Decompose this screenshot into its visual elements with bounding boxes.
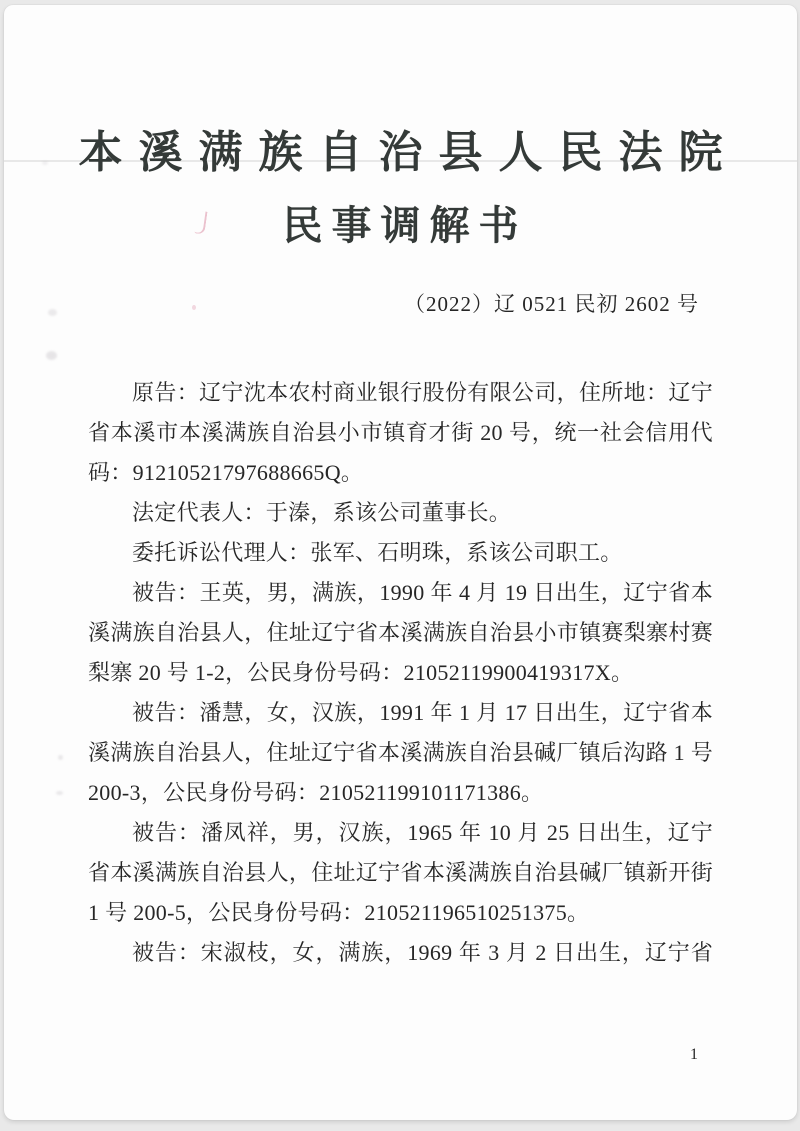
paragraph-defendant-2-line: 溪满族自治县人，住址辽宁省本溪满族自治县碱厂镇后沟路 1 号	[88, 740, 713, 765]
scan-artifact	[48, 309, 57, 316]
paragraph-defendant-1-line: 被告：王英，男，满族，1990 年 4 月 19 日出生，辽宁省本	[132, 580, 713, 605]
paragraph-defendant-3-line: 被告：潘凤祥，男，汉族，1965 年 10 月 25 日出生，辽宁	[132, 820, 713, 845]
scan-artifact	[46, 351, 57, 360]
scan-artifact	[58, 755, 63, 760]
scan-artifact	[56, 791, 63, 795]
paragraph-plaintiff-line: 码：91210521797688665Q。	[88, 460, 364, 485]
paragraph-legal-representative-line: 法定代表人：于溱，系该公司董事长。	[132, 500, 512, 525]
paragraph-defendant-4-line: 被告：宋淑枝，女，满族，1969 年 3 月 2 日出生，辽宁省	[132, 940, 713, 965]
case-number: （2022）辽 0521 民初 2602 号	[404, 292, 699, 316]
document-page	[4, 5, 797, 1120]
paragraph-defendant-1-line: 溪满族自治县人，住址辽宁省本溪满族自治县小市镇赛梨寨村赛	[88, 620, 713, 645]
paragraph-plaintiff-line: 原告：辽宁沈本农村商业银行股份有限公司，住所地：辽宁	[132, 380, 713, 405]
paragraph-plaintiff-line: 省本溪市本溪满族自治县小市镇育才街 20 号，统一社会信用代	[88, 420, 713, 445]
paragraph-defendant-2-line: 200-3，公民身份号码：210521199101171386。	[88, 780, 544, 805]
paragraph-defendant-2-line: 被告：潘慧，女，汉族，1991 年 1 月 17 日出生，辽宁省本	[132, 700, 713, 725]
pink-ink-dot	[192, 305, 196, 310]
page-number: 1	[690, 1046, 698, 1063]
paragraph-defendant-3-line: 1 号 200-5，公民身份号码：210521196510251375。	[88, 900, 590, 925]
document-type-heading: 民事调解书	[282, 203, 528, 248]
court-name-heading: 本溪满族自治县人民法院	[78, 128, 739, 177]
paragraph-defendant-3-line: 省本溪满族自治县人，住址辽宁省本溪满族自治县碱厂镇新开街	[88, 860, 713, 885]
paragraph-litigation-agents-line: 委托诉讼代理人：张军、石明珠，系该公司职工。	[132, 540, 623, 565]
paragraph-defendant-1-line: 梨寨 20 号 1-2，公民身份号码：21052119900419317X。	[88, 660, 634, 685]
document-body	[88, 373, 713, 973]
